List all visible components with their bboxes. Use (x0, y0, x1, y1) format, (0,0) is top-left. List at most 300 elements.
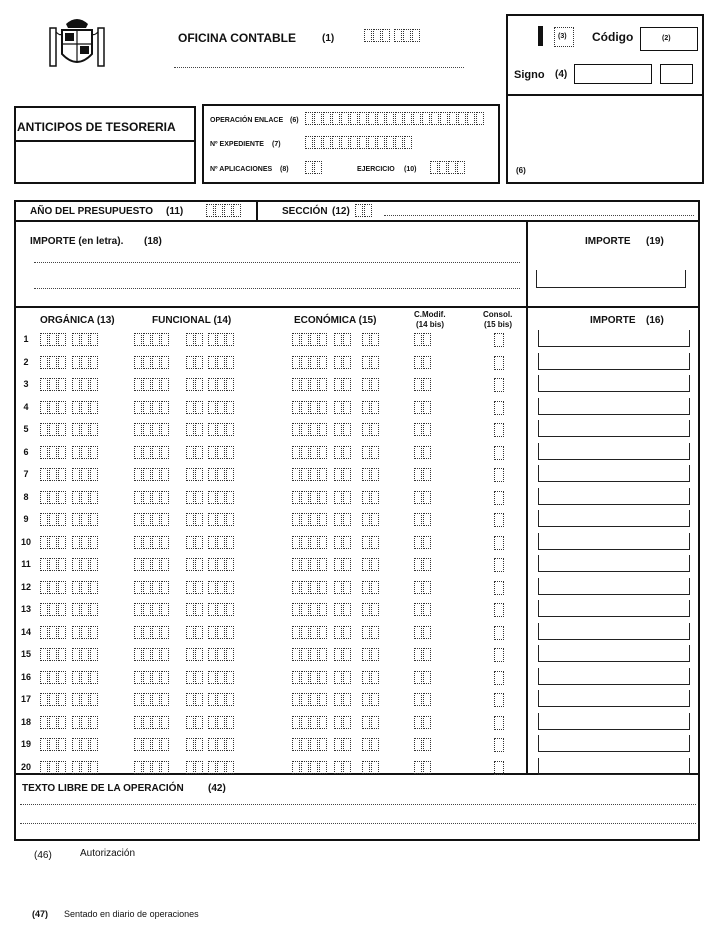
funcional-field-c[interactable] (208, 513, 235, 526)
row-number: 9 (23, 514, 29, 524)
economica-field-b[interactable] (334, 468, 352, 481)
economica-field-a[interactable] (292, 446, 328, 459)
col-cmodif-ref: (14 bis) (416, 320, 445, 329)
row-number: 13 (20, 604, 31, 614)
col-economica: ECONÓMICA (15) (294, 315, 377, 326)
organica-field-a[interactable] (40, 378, 67, 391)
organica-field-b[interactable] (72, 491, 99, 504)
economica-field-a[interactable] (292, 671, 328, 684)
importe-field[interactable] (538, 713, 690, 730)
importe-field[interactable] (538, 353, 690, 370)
organica-field-a[interactable] (40, 738, 67, 751)
cmodif-field[interactable] (414, 536, 432, 549)
amount-field[interactable] (536, 270, 686, 288)
funcional-field-a[interactable] (134, 468, 170, 481)
funcional-field-b[interactable] (186, 716, 204, 729)
row-number: 19 (20, 739, 31, 749)
sign-field-2[interactable] (660, 64, 693, 84)
doc-title: ANTICIPOS DE TESORERIA (17, 120, 176, 134)
consol-checkbox[interactable] (494, 626, 504, 640)
organica-field-b[interactable] (72, 468, 99, 481)
funcional-field-a[interactable] (134, 558, 170, 571)
row-number: 17 (20, 694, 31, 704)
op-enlace-ref: (6) (290, 117, 299, 124)
economica-field-a[interactable] (292, 356, 328, 369)
funcional-field-b[interactable] (186, 558, 204, 571)
economica-field-b[interactable] (334, 513, 352, 526)
organica-field-b[interactable] (72, 446, 99, 459)
organica-field-a[interactable] (40, 446, 67, 459)
amount-row-divider (14, 306, 700, 308)
code-box-divider (506, 94, 704, 96)
funcional-field-c[interactable] (208, 356, 235, 369)
economica-field-c[interactable] (362, 716, 380, 729)
funcional-field-b[interactable] (186, 333, 204, 346)
funcional-field-a[interactable] (134, 693, 170, 706)
title-box-divider (14, 140, 196, 142)
col-importe-ref: (16) (646, 315, 664, 326)
economica-field-c[interactable] (362, 603, 380, 616)
economica-field-a[interactable] (292, 738, 328, 751)
organica-field-a[interactable] (40, 693, 67, 706)
office-code-field[interactable] (364, 29, 421, 42)
main-col-divider (526, 222, 528, 775)
row-number: 20 (20, 762, 31, 772)
coat-of-arms-icon (46, 14, 108, 72)
consol-checkbox[interactable] (494, 446, 504, 460)
cmodif-field[interactable] (414, 378, 432, 391)
funcional-field-c[interactable] (208, 761, 235, 774)
importe-field[interactable] (538, 420, 690, 437)
organica-field-b[interactable] (72, 558, 99, 571)
economica-field-c[interactable] (362, 356, 380, 369)
funcional-field-c[interactable] (208, 693, 235, 706)
organica-field-a[interactable] (40, 401, 67, 414)
economica-field-a[interactable] (292, 491, 328, 504)
cmodif-field[interactable] (414, 491, 432, 504)
importe-field[interactable] (538, 735, 690, 752)
cmodif-field[interactable] (414, 356, 432, 369)
organica-field-a[interactable] (40, 536, 67, 549)
budget-year-ref: (11) (166, 206, 184, 217)
economica-field-a[interactable] (292, 693, 328, 706)
diary-ref: (47) (32, 909, 49, 919)
economica-field-b[interactable] (334, 581, 352, 594)
col-importe: IMPORTE (590, 315, 636, 326)
row-number: 8 (23, 492, 29, 502)
economica-field-b[interactable] (334, 378, 352, 391)
row-number: 10 (20, 537, 31, 547)
section-label: SECCIÓN (282, 206, 328, 217)
amount-words-line-2[interactable] (34, 288, 520, 289)
funcional-field-c[interactable] (208, 401, 235, 414)
ref2-label: (2) (662, 35, 671, 42)
funcional-field-a[interactable] (134, 536, 170, 549)
importe-field[interactable] (538, 465, 690, 482)
sign-field[interactable] (574, 64, 652, 84)
economica-field-a[interactable] (292, 401, 328, 414)
economica-field-a[interactable] (292, 626, 328, 639)
budget-divider (256, 200, 258, 222)
organica-field-a[interactable] (40, 603, 67, 616)
row-number: 6 (23, 447, 29, 457)
office-dotline (174, 67, 464, 68)
cmodif-field[interactable] (414, 738, 432, 751)
funcional-field-a[interactable] (134, 378, 170, 391)
importe-field[interactable] (538, 758, 690, 775)
economica-field-a[interactable] (292, 378, 328, 391)
funcional-field-b[interactable] (186, 446, 204, 459)
economica-field-b[interactable] (334, 558, 352, 571)
budget-year-label: AÑO DEL PRESUPUESTO (30, 206, 153, 217)
funcional-field-c[interactable] (208, 626, 235, 639)
row-number: 2 (23, 357, 29, 367)
funcional-field-c[interactable] (208, 603, 235, 616)
economica-field-c[interactable] (362, 401, 380, 414)
consol-checkbox[interactable] (494, 738, 504, 752)
economica-field-b[interactable] (334, 423, 352, 436)
funcional-field-a[interactable] (134, 423, 170, 436)
organica-field-a[interactable] (40, 671, 67, 684)
row-number: 11 (21, 559, 31, 569)
sign-label: Signo (514, 69, 545, 81)
row-number: 16 (20, 672, 31, 682)
funcional-field-b[interactable] (186, 738, 204, 751)
cmodif-field[interactable] (414, 603, 432, 616)
economica-field-b[interactable] (334, 491, 352, 504)
cmodif-field[interactable] (414, 446, 432, 459)
auth-ref: (46) (34, 850, 52, 861)
funcional-field-b[interactable] (186, 423, 204, 436)
economica-field-a[interactable] (292, 513, 328, 526)
ejercicio-label: EJERCICIO (357, 166, 395, 173)
consol-checkbox[interactable] (494, 648, 504, 662)
importe-field[interactable] (538, 398, 690, 415)
diary-label: Sentado en diario de operaciones (64, 909, 199, 919)
organica-field-b[interactable] (72, 536, 99, 549)
row-number: 12 (20, 582, 31, 592)
importe-field[interactable] (538, 330, 690, 347)
ejercicio-ref: (10) (404, 166, 417, 173)
funcional-field-c[interactable] (208, 738, 235, 751)
importe-field[interactable] (538, 533, 690, 550)
organica-field-a[interactable] (40, 491, 67, 504)
section-ref: (12) (332, 206, 350, 217)
economica-field-c[interactable] (362, 513, 380, 526)
consol-checkbox[interactable] (494, 581, 504, 595)
funcional-field-c[interactable] (208, 446, 235, 459)
organica-field-a[interactable] (40, 423, 67, 436)
funcional-field-c[interactable] (208, 716, 235, 729)
funcional-field-c[interactable] (208, 536, 235, 549)
cmodif-field[interactable] (414, 648, 432, 661)
row-number: 5 (23, 424, 29, 434)
consol-checkbox[interactable] (494, 693, 504, 707)
consol-checkbox[interactable] (494, 378, 504, 392)
funcional-field-a[interactable] (134, 761, 170, 774)
row-number: 7 (23, 469, 29, 479)
consol-checkbox[interactable] (494, 761, 504, 775)
budget-year-field[interactable] (206, 204, 242, 217)
col-consol-ref: (15 bis) (484, 320, 513, 329)
economica-field-a[interactable] (292, 761, 328, 774)
funcional-field-c[interactable] (208, 581, 235, 594)
economica-field-a[interactable] (292, 716, 328, 729)
economica-field-c[interactable] (362, 558, 380, 571)
funcional-field-c[interactable] (208, 333, 235, 346)
economica-field-b[interactable] (334, 536, 352, 549)
organica-field-a[interactable] (40, 716, 67, 729)
funcional-field-b[interactable] (186, 468, 204, 481)
importe-field[interactable] (538, 375, 690, 392)
economica-field-b[interactable] (334, 671, 352, 684)
economica-field-b[interactable] (334, 446, 352, 459)
cmodif-field[interactable] (414, 581, 432, 594)
organica-field-b[interactable] (72, 716, 99, 729)
funcional-field-a[interactable] (134, 491, 170, 504)
cmodif-field[interactable] (414, 333, 432, 346)
organica-field-b[interactable] (72, 761, 99, 774)
economica-field-c[interactable] (362, 738, 380, 751)
row-number: 14 (20, 627, 31, 637)
funcional-field-c[interactable] (208, 491, 235, 504)
funcional-field-c[interactable] (208, 648, 235, 661)
funcional-field-b[interactable] (186, 401, 204, 414)
importe-field[interactable] (538, 645, 690, 662)
op-enlace-label: OPERACIÓN ENLACE (210, 117, 284, 124)
consol-checkbox[interactable] (494, 356, 504, 370)
organica-field-b[interactable] (72, 581, 99, 594)
organica-field-a[interactable] (40, 626, 67, 639)
organica-field-b[interactable] (72, 333, 99, 346)
economica-field-a[interactable] (292, 423, 328, 436)
economica-field-c[interactable] (362, 446, 380, 459)
amount-label: IMPORTE (585, 236, 631, 247)
economica-field-b[interactable] (334, 333, 352, 346)
organica-field-b[interactable] (72, 648, 99, 661)
economica-field-b[interactable] (334, 626, 352, 639)
row-number: 1 (23, 334, 29, 344)
organica-field-b[interactable] (72, 603, 99, 616)
consol-checkbox[interactable] (494, 603, 504, 617)
importe-field[interactable] (538, 555, 690, 572)
cmodif-field[interactable] (414, 761, 432, 774)
mark-bar (538, 26, 543, 46)
economica-field-b[interactable] (334, 738, 352, 751)
funcional-field-b[interactable] (186, 693, 204, 706)
funcional-field-b[interactable] (186, 671, 204, 684)
consol-checkbox[interactable] (494, 716, 504, 730)
importe-field[interactable] (538, 668, 690, 685)
importe-field[interactable] (538, 443, 690, 460)
free-text-line-2[interactable] (20, 823, 696, 824)
code-label: Código (592, 30, 634, 44)
organica-field-a[interactable] (40, 761, 67, 774)
funcional-field-b[interactable] (186, 581, 204, 594)
importe-field[interactable] (538, 600, 690, 617)
organica-field-a[interactable] (40, 356, 67, 369)
funcional-field-a[interactable] (134, 333, 170, 346)
funcional-field-a[interactable] (134, 356, 170, 369)
office-label: OFICINA CONTABLE (178, 31, 296, 45)
free-text-line-1[interactable] (20, 804, 696, 805)
consol-checkbox[interactable] (494, 513, 504, 527)
organica-field-b[interactable] (72, 513, 99, 526)
consol-checkbox[interactable] (494, 401, 504, 415)
funcional-field-a[interactable] (134, 581, 170, 594)
economica-field-c[interactable] (362, 581, 380, 594)
organica-field-b[interactable] (72, 378, 99, 391)
expediente-field[interactable] (305, 136, 413, 149)
funcional-field-c[interactable] (208, 671, 235, 684)
organica-field-b[interactable] (72, 423, 99, 436)
funcional-field-b[interactable] (186, 626, 204, 639)
consol-checkbox[interactable] (494, 468, 504, 482)
cmodif-field[interactable] (414, 626, 432, 639)
organica-field-a[interactable] (40, 468, 67, 481)
economica-field-c[interactable] (362, 333, 380, 346)
funcional-field-c[interactable] (208, 558, 235, 571)
cmodif-field[interactable] (414, 513, 432, 526)
economica-field-c[interactable] (362, 423, 380, 436)
economica-field-a[interactable] (292, 333, 328, 346)
op-enlace-field[interactable] (305, 112, 485, 125)
amount-words-label: IMPORTE (en letra). (30, 236, 124, 247)
consol-checkbox[interactable] (494, 536, 504, 550)
amount-ref: (19) (646, 236, 664, 247)
importe-field[interactable] (538, 488, 690, 505)
organica-field-a[interactable] (40, 648, 67, 661)
funcional-field-b[interactable] (186, 761, 204, 774)
funcional-field-c[interactable] (208, 468, 235, 481)
economica-field-c[interactable] (362, 536, 380, 549)
ref3-label: (3) (558, 33, 567, 40)
row-number: 4 (23, 402, 29, 412)
economica-field-c[interactable] (362, 491, 380, 504)
economica-field-c[interactable] (362, 671, 380, 684)
funcional-field-b[interactable] (186, 603, 204, 616)
funcional-field-a[interactable] (134, 401, 170, 414)
consol-checkbox[interactable] (494, 491, 504, 505)
expediente-label: Nº EXPEDIENTE (210, 141, 264, 148)
importe-field[interactable] (538, 690, 690, 707)
amount-words-line-1[interactable] (34, 262, 520, 263)
aplicaciones-ref: (8) (280, 166, 289, 173)
funcional-field-b[interactable] (186, 648, 204, 661)
organica-field-b[interactable] (72, 738, 99, 751)
economica-field-a[interactable] (292, 603, 328, 616)
col-organica: ORGÁNICA (13) (40, 315, 115, 326)
consol-checkbox[interactable] (494, 671, 504, 685)
office-ref: (1) (322, 33, 335, 44)
economica-field-c[interactable] (362, 626, 380, 639)
consol-checkbox[interactable] (494, 558, 504, 572)
row-number: 15 (20, 649, 31, 659)
cmodif-field[interactable] (414, 558, 432, 571)
cmodif-field[interactable] (414, 401, 432, 414)
section-field[interactable] (355, 204, 373, 217)
economica-field-b[interactable] (334, 761, 352, 774)
funcional-field-c[interactable] (208, 423, 235, 436)
organica-field-b[interactable] (72, 626, 99, 639)
economica-field-b[interactable] (334, 356, 352, 369)
cmodif-field[interactable] (414, 671, 432, 684)
economica-field-a[interactable] (292, 536, 328, 549)
amount-words-ref: (18) (144, 236, 162, 247)
title-box (14, 106, 196, 184)
cmodif-field[interactable] (414, 423, 432, 436)
economica-field-c[interactable] (362, 378, 380, 391)
funcional-field-a[interactable] (134, 603, 170, 616)
funcional-field-a[interactable] (134, 446, 170, 459)
funcional-field-b[interactable] (186, 491, 204, 504)
ref6-label: (6) (516, 166, 526, 175)
funcional-field-b[interactable] (186, 536, 204, 549)
col-cmodif: C.Modif. (414, 310, 446, 319)
funcional-field-a[interactable] (134, 648, 170, 661)
funcional-field-a[interactable] (134, 671, 170, 684)
economica-field-b[interactable] (334, 401, 352, 414)
economica-field-c[interactable] (362, 468, 380, 481)
free-text-ref: (42) (208, 783, 226, 794)
organica-field-b[interactable] (72, 356, 99, 369)
funcional-field-b[interactable] (186, 513, 204, 526)
economica-field-a[interactable] (292, 648, 328, 661)
funcional-field-a[interactable] (134, 513, 170, 526)
organica-field-b[interactable] (72, 401, 99, 414)
economica-field-b[interactable] (334, 603, 352, 616)
importe-field[interactable] (538, 623, 690, 640)
consol-checkbox[interactable] (494, 333, 504, 347)
funcional-field-a[interactable] (134, 626, 170, 639)
organica-field-a[interactable] (40, 333, 67, 346)
ejercicio-field[interactable] (430, 161, 466, 174)
funcional-field-b[interactable] (186, 356, 204, 369)
row-number: 3 (23, 379, 29, 389)
cmodif-field[interactable] (414, 468, 432, 481)
section-dotline (384, 215, 694, 216)
funcional-field-a[interactable] (134, 716, 170, 729)
economica-field-a[interactable] (292, 558, 328, 571)
cmodif-field[interactable] (414, 716, 432, 729)
expediente-ref: (7) (272, 141, 281, 148)
aplicaciones-field[interactable] (305, 161, 323, 174)
organica-field-b[interactable] (72, 671, 99, 684)
economica-field-c[interactable] (362, 648, 380, 661)
funcional-field-c[interactable] (208, 378, 235, 391)
importe-field[interactable] (538, 510, 690, 527)
economica-field-b[interactable] (334, 648, 352, 661)
funcional-field-b[interactable] (186, 378, 204, 391)
economica-field-a[interactable] (292, 581, 328, 594)
economica-field-c[interactable] (362, 693, 380, 706)
cmodif-field[interactable] (414, 693, 432, 706)
consol-checkbox[interactable] (494, 423, 504, 437)
importe-field[interactable] (538, 578, 690, 595)
economica-field-a[interactable] (292, 468, 328, 481)
free-text-label: TEXTO LIBRE DE LA OPERACIÓN (22, 783, 184, 794)
organica-field-b[interactable] (72, 693, 99, 706)
organica-field-a[interactable] (40, 513, 67, 526)
funcional-field-a[interactable] (134, 738, 170, 751)
economica-field-b[interactable] (334, 716, 352, 729)
auth-label: Autorización (80, 848, 136, 859)
ref4-label: (4) (555, 69, 568, 80)
economica-field-c[interactable] (362, 761, 380, 774)
economica-field-b[interactable] (334, 693, 352, 706)
organica-field-a[interactable] (40, 581, 67, 594)
organica-field-a[interactable] (40, 558, 67, 571)
